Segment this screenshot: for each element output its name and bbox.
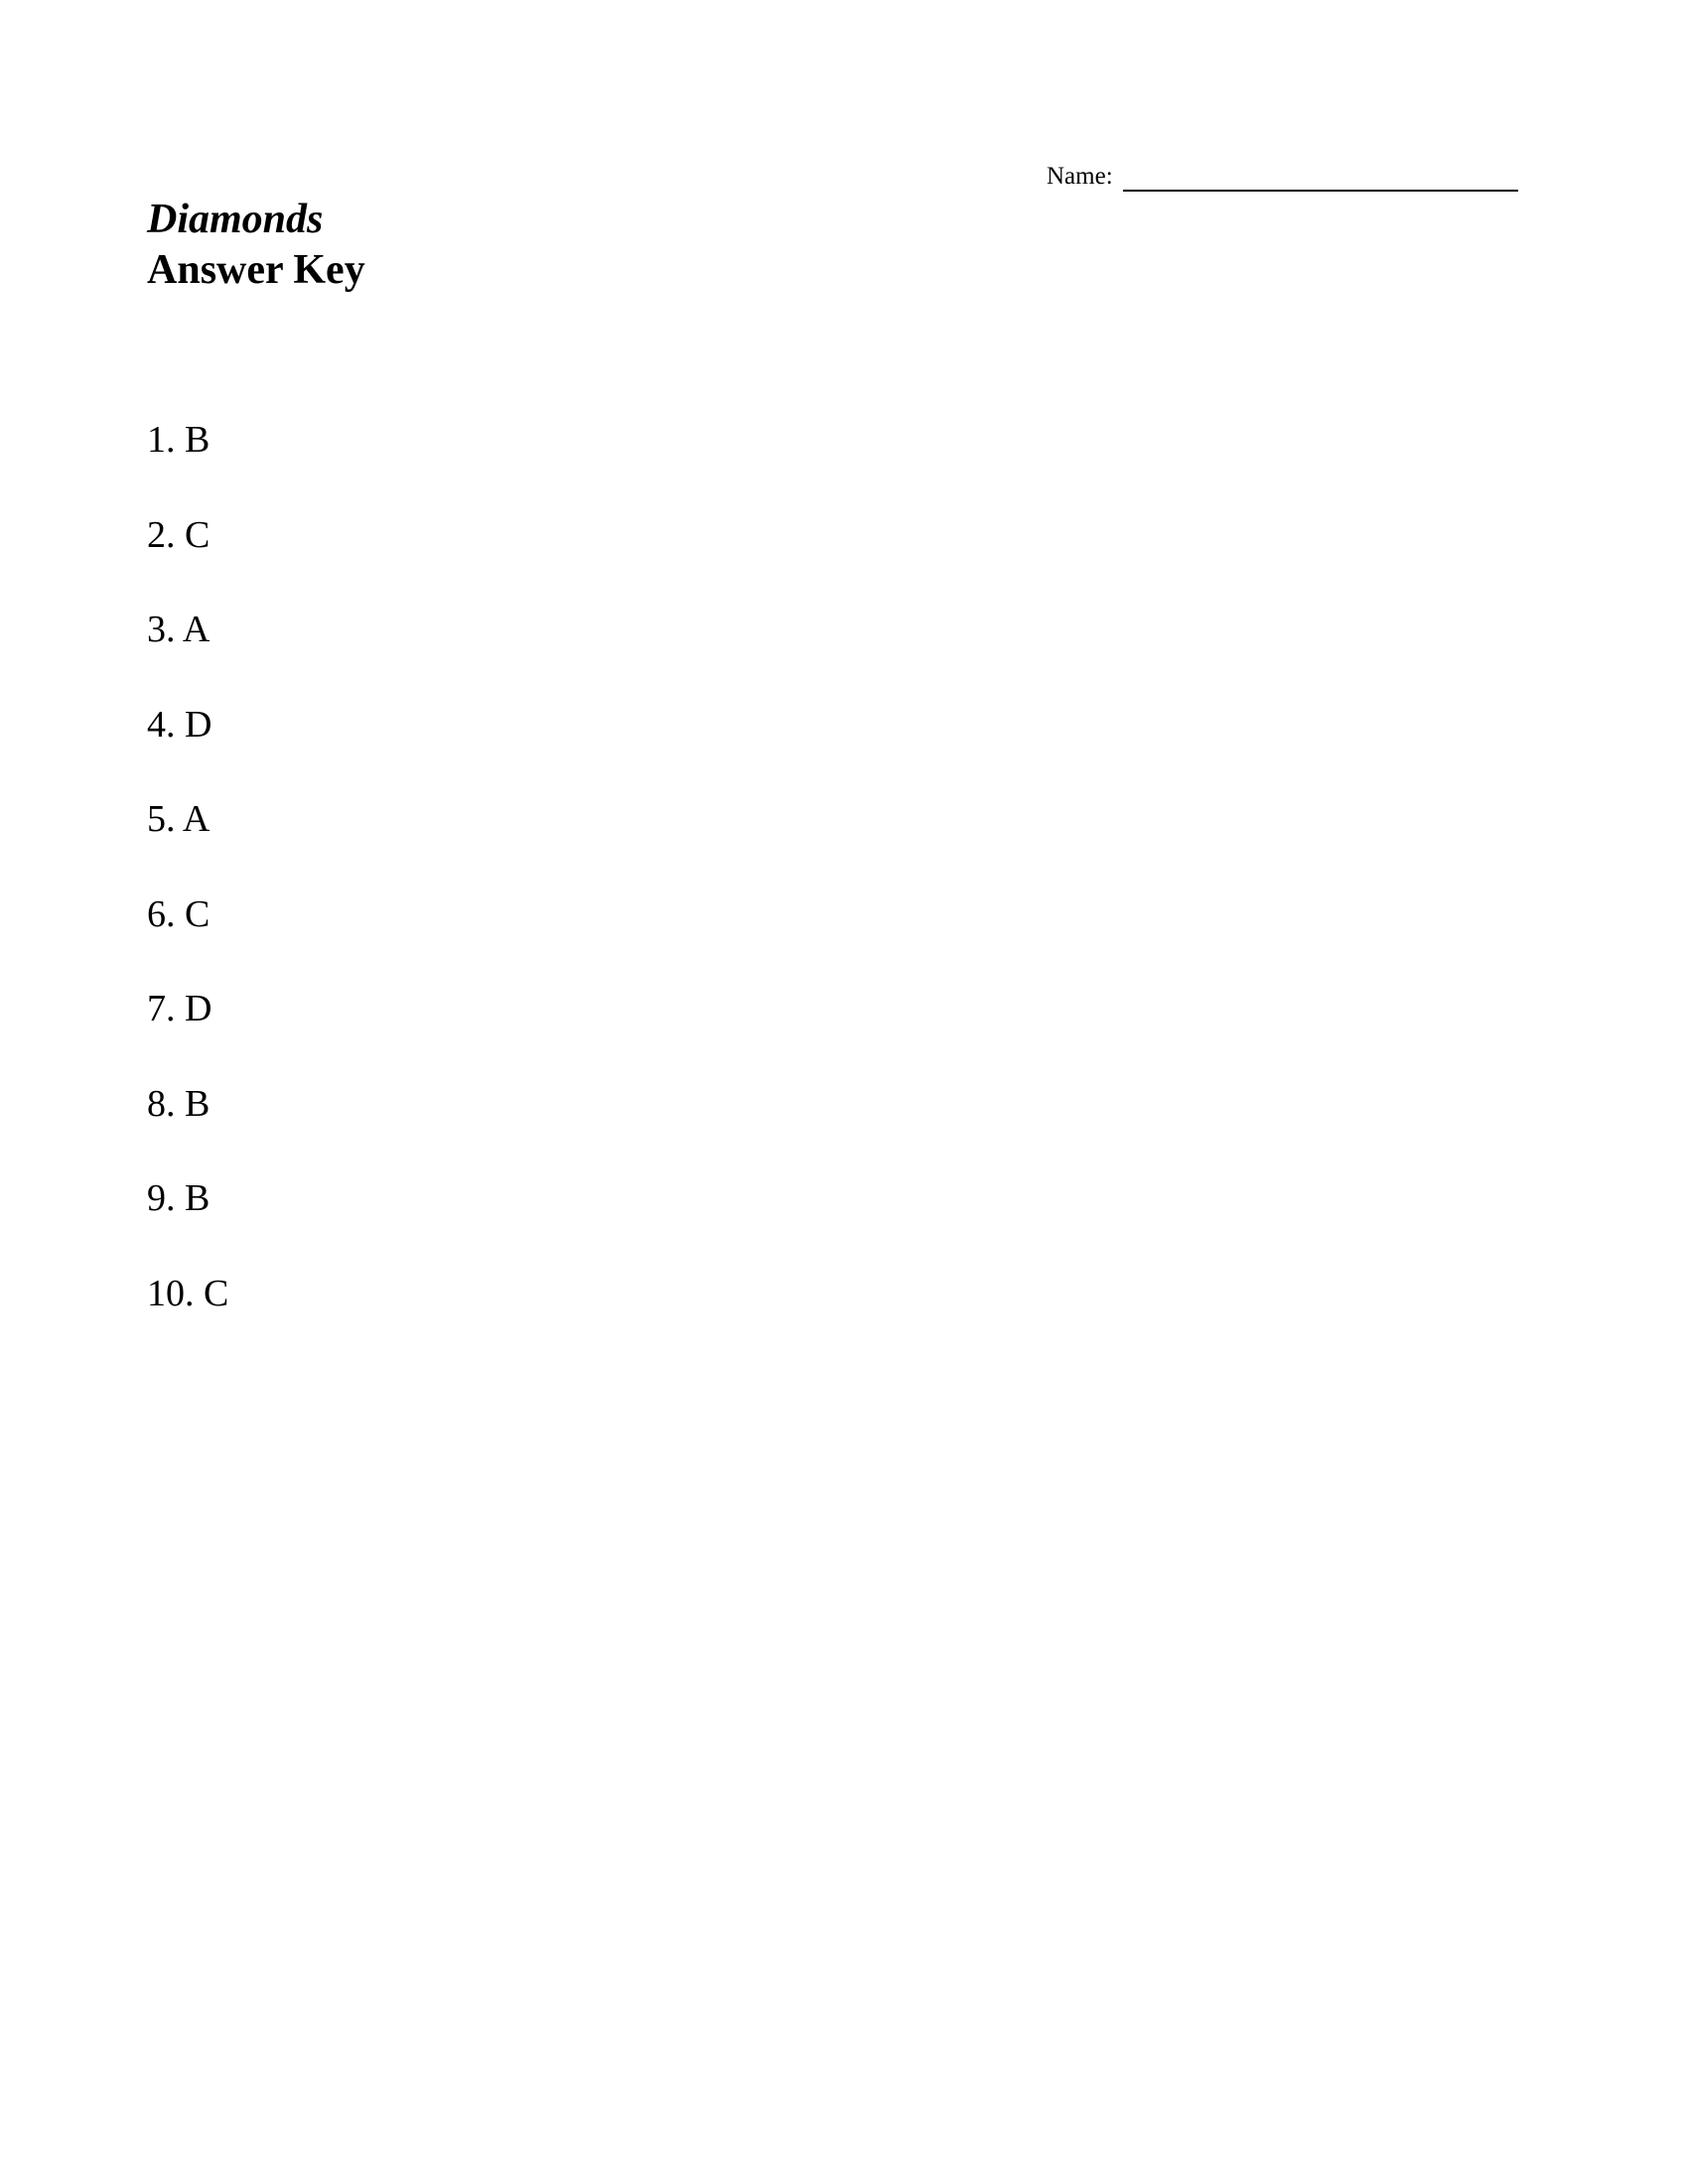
answer-number: 5. (147, 798, 176, 840)
answer-item (147, 1174, 228, 1270)
answer-item (147, 606, 228, 701)
answer-letter: C (185, 513, 211, 556)
answer-number: 2. (147, 513, 176, 556)
answer-item (147, 1080, 228, 1175)
answer-letter: C (204, 1272, 229, 1314)
answer-letter: D (185, 988, 212, 1029)
name-blank-line (1123, 162, 1518, 192)
answer-number: 3. (147, 609, 176, 650)
answer-letter: B (185, 1177, 211, 1219)
answer-letter: C (185, 892, 211, 935)
answer-list (147, 416, 228, 1364)
answer-number: 7. (147, 988, 176, 1029)
name-field (1047, 162, 1518, 192)
answer-letter: B (185, 1082, 211, 1125)
answer-letter: A (182, 798, 211, 840)
answer-key-heading: Answer Key (147, 247, 365, 293)
answer-number: 6. (147, 892, 176, 935)
answer-letter: B (185, 419, 211, 461)
answer-number: 1. (147, 419, 176, 461)
answer-number: 10. (147, 1272, 195, 1314)
answer-letter: D (185, 703, 212, 746)
worksheet-title: Diamonds (147, 197, 324, 242)
answer-item (147, 985, 228, 1080)
answer-letter: A (182, 609, 211, 650)
answer-item (147, 795, 228, 890)
answer-item (147, 890, 228, 986)
answer-item (147, 701, 228, 796)
answer-number: 9. (147, 1177, 176, 1219)
answer-item (147, 511, 228, 607)
name-label: Name: (1047, 163, 1113, 190)
answer-number: 4. (147, 703, 176, 746)
answer-number: 8. (147, 1082, 176, 1125)
answer-item (147, 1270, 228, 1365)
answer-item (147, 416, 228, 511)
